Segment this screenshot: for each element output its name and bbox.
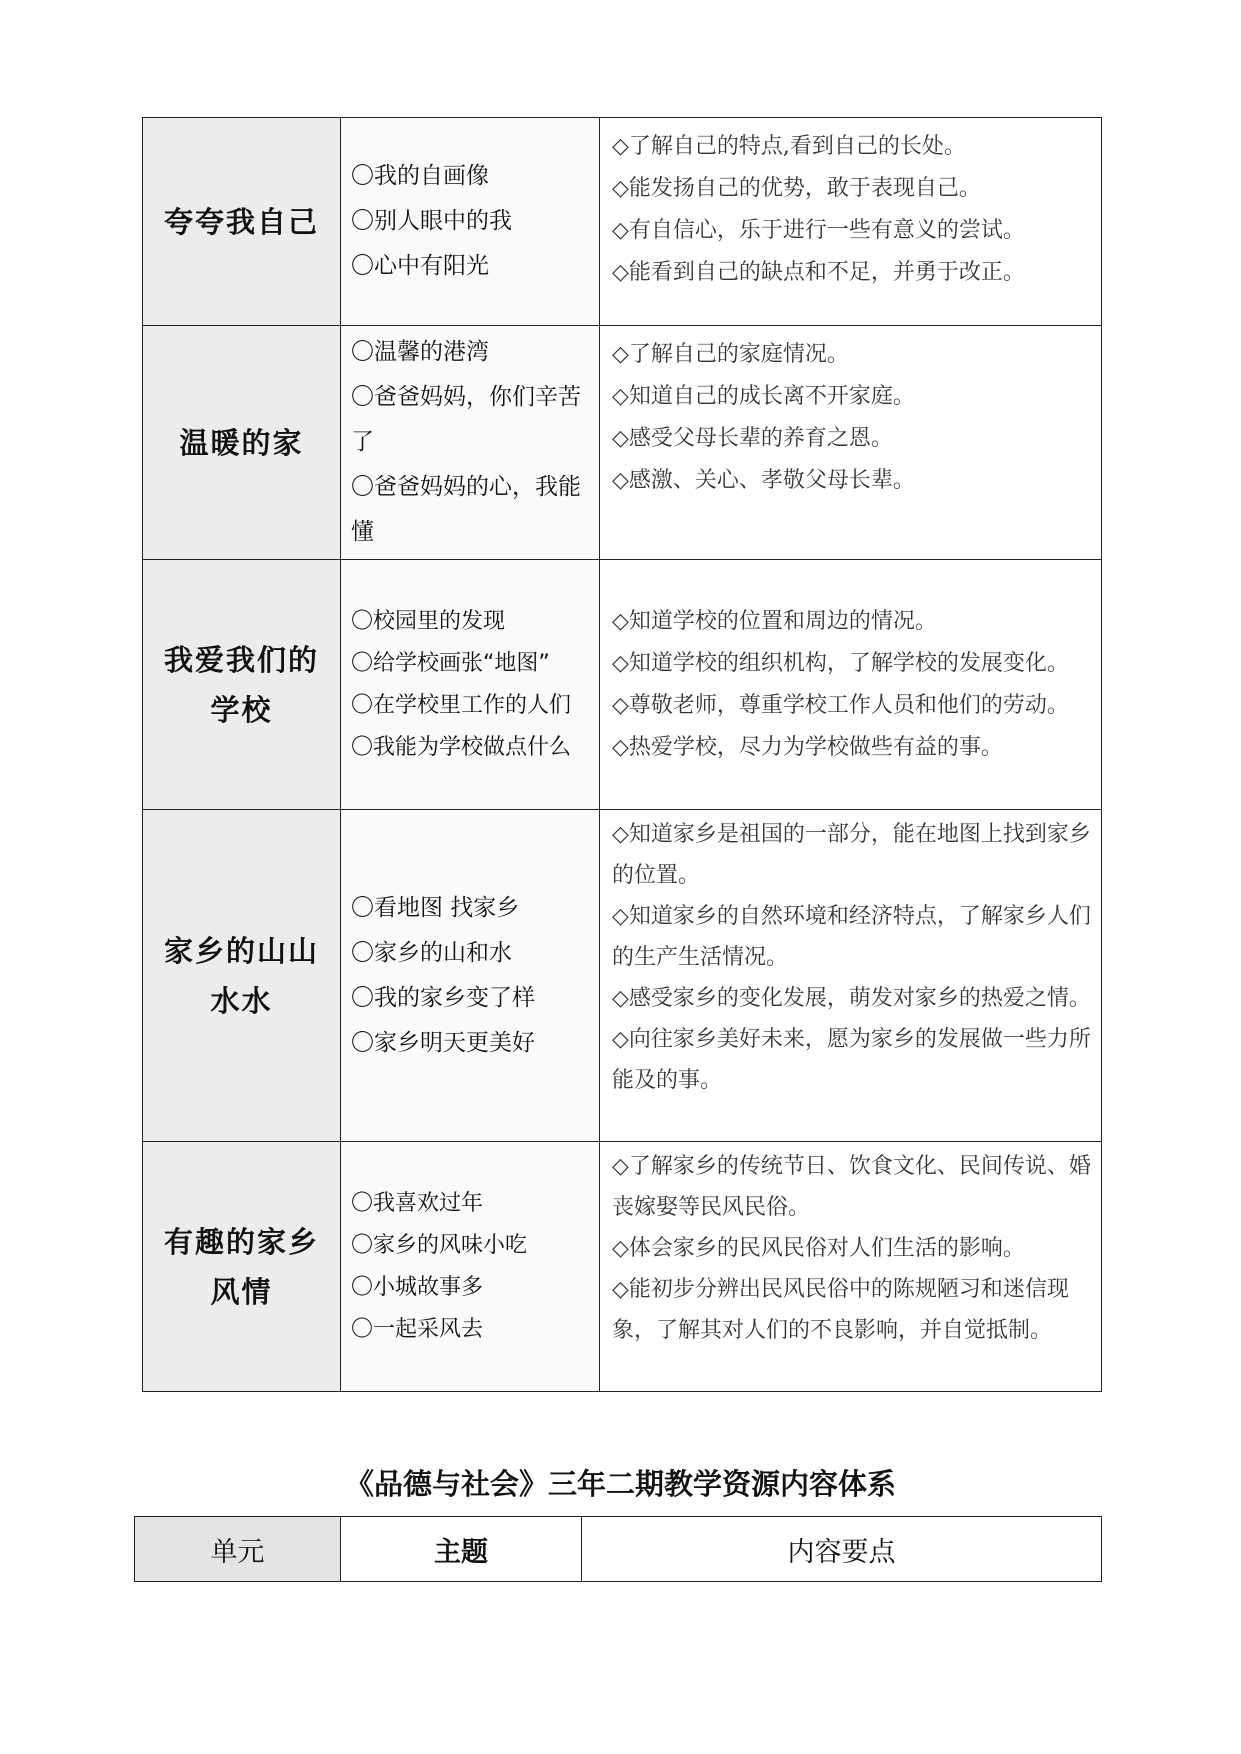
point-item: ◇能发扬自己的优势，敢于表现自己。 — [612, 176, 981, 201]
theme-item: 〇家乡的风味小吃 — [351, 1232, 528, 1258]
curriculum-table — [142, 117, 1102, 1392]
point-item: ◇知道家乡是祖国的一部分，能在地图上找到家乡的位置。 — [612, 822, 1091, 888]
theme-item: 〇家乡的山和水 — [351, 939, 512, 966]
theme-item: 〇我能为学校做点什么 — [351, 734, 572, 760]
column-header-points: 内容要点 — [582, 1517, 1102, 1582]
point-item: ◇了解自己的特点,看到自己的长处。 — [612, 134, 966, 159]
point-item: ◇感受父母长辈的养育之恩。 — [612, 426, 893, 451]
theme-cell — [341, 560, 600, 810]
theme-item: 〇小城故事多 — [351, 1274, 484, 1300]
point-item: ◇知道家乡的自然环境和经济特点，了解家乡人们的生产生活情况。 — [612, 904, 1091, 970]
theme-item: 〇校园里的发现 — [351, 608, 506, 634]
point-item: ◇知道学校的位置和周边的情况。 — [612, 608, 937, 634]
table-row — [143, 560, 1102, 810]
unit-cell: 家乡的山山水水 — [143, 810, 341, 1142]
points-cell — [600, 118, 1102, 326]
table-row — [143, 1142, 1102, 1392]
point-item: ◇知道自己的成长离不开家庭。 — [612, 384, 915, 409]
table-row — [143, 118, 1102, 326]
unit-cell: 夸夸我自己 — [143, 118, 341, 326]
table-header-row — [135, 1517, 1102, 1582]
point-item: ◇尊敬老师，尊重学校工作人员和他们的劳动。 — [612, 692, 1069, 718]
theme-cell — [341, 810, 600, 1142]
theme-item: 〇看地图 找家乡 — [351, 894, 520, 921]
column-header-theme: 主题 — [341, 1517, 582, 1582]
unit-cell: 我爱我们的学校 — [143, 560, 341, 810]
theme-item: 〇我的自画像 — [351, 163, 489, 189]
theme-item: 〇一起采风去 — [351, 1316, 484, 1342]
theme-cell — [341, 326, 600, 560]
point-item: ◇能看到自己的缺点和不足，并勇于改正。 — [612, 260, 1025, 285]
theme-item: 〇爸爸妈妈的心，我能懂 — [351, 474, 581, 545]
points-cell — [600, 560, 1102, 810]
point-item: ◇有自信心，乐于进行一些有意义的尝试。 — [612, 218, 1025, 243]
point-item: ◇体会家乡的民风民俗对人们生活的影响。 — [612, 1236, 1025, 1261]
point-item: ◇了解自己的家庭情况。 — [612, 342, 849, 367]
theme-item: 〇给学校画张“地图” — [351, 650, 550, 676]
point-item: ◇知道学校的组织机构，了解学校的发展变化。 — [612, 650, 1069, 676]
point-item: ◇能初步分辨出民风民俗中的陈规陋习和迷信现象，了解其对人们的不良影响，并自觉抵制。 — [612, 1277, 1069, 1343]
unit-cell: 有趣的家乡风情 — [143, 1142, 341, 1392]
theme-cell — [341, 1142, 600, 1392]
content-system-table — [134, 1516, 1102, 1582]
points-cell — [600, 1142, 1102, 1392]
document-title: 《品德与社会》三年二期教学资源内容体系 — [344, 1467, 896, 1501]
theme-item: 〇心中有阳光 — [351, 253, 489, 279]
points-cell — [600, 810, 1102, 1142]
theme-item: 〇在学校里工作的人们 — [351, 692, 572, 718]
point-item: ◇向往家乡美好未来，愿为家乡的发展做一些力所能及的事。 — [612, 1027, 1091, 1093]
theme-item: 〇我喜欢过年 — [351, 1190, 484, 1216]
column-header-unit: 单元 — [135, 1517, 341, 1582]
theme-item: 〇温馨的港湾 — [351, 339, 489, 365]
theme-item: 〇别人眼中的我 — [351, 208, 512, 234]
theme-item: 〇我的家乡变了样 — [351, 984, 535, 1011]
table-row — [143, 810, 1102, 1142]
theme-item: 〇爸爸妈妈，你们辛苦了 — [351, 384, 581, 455]
theme-item: 〇家乡明天更美好 — [351, 1029, 535, 1056]
theme-cell — [341, 118, 600, 326]
points-cell — [600, 326, 1102, 560]
point-item: ◇了解家乡的传统节日、饮食文化、民间传说、婚丧嫁娶等民风民俗。 — [612, 1154, 1091, 1220]
point-item: ◇感激、关心、孝敬父母长辈。 — [612, 468, 915, 493]
point-item: ◇感受家乡的变化发展，萌发对家乡的热爱之情。 — [612, 986, 1091, 1011]
table-row — [143, 326, 1102, 560]
point-item: ◇热爱学校，尽力为学校做些有益的事。 — [612, 734, 1003, 760]
unit-cell: 温暖的家 — [143, 326, 341, 560]
